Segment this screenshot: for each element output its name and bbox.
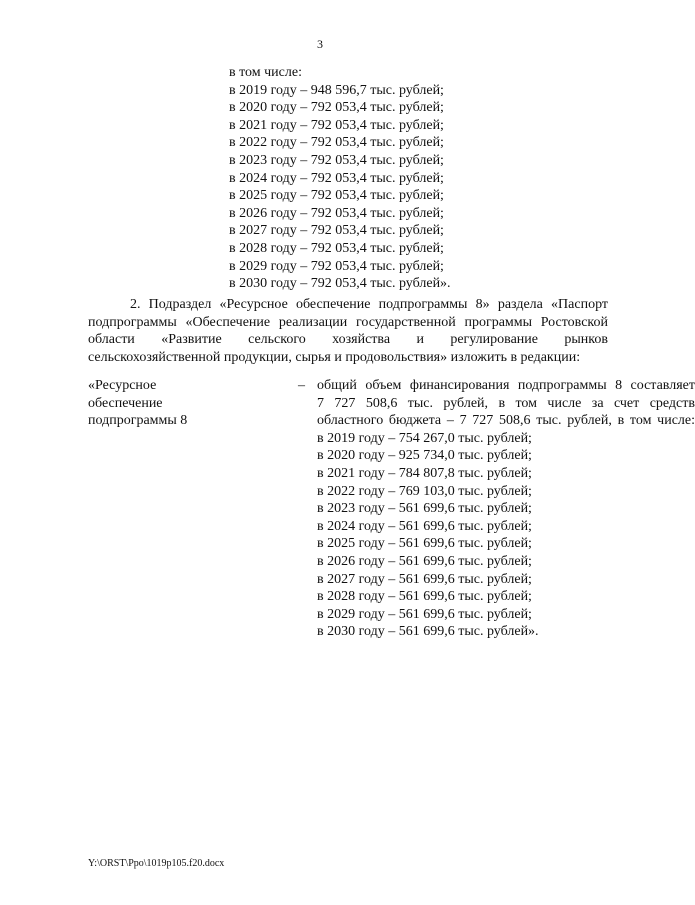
resource-label-line: «Ресурсное (88, 378, 157, 393)
resource-label (88, 377, 208, 430)
paragraph-line: подпрограммы «Обеспечение реализации государственной программы Ростовской (88, 314, 608, 330)
list-item: в 2024 году – 792 053,4 тыс. рублей; (229, 170, 444, 186)
resource-label-line: обеспечение (88, 395, 163, 411)
file-path-footer: Y:\ORST\Ppo\1019p105.f20.docx (88, 858, 225, 869)
list-item: в 2027 году – 561 699,6 тыс. рублей; (317, 571, 532, 587)
list-item: в 2021 году – 784 807,8 тыс. рублей; (317, 465, 532, 481)
list-item: в 2026 году – 792 053,4 тыс. рублей; (229, 205, 444, 221)
page-number: 3 (317, 37, 323, 51)
list-item: в 2029 году – 792 053,4 тыс. рублей; (229, 258, 444, 274)
paragraph-line: сельскохозяйственной продукции, сырья и продовольствия» изложить в редакции: (88, 349, 581, 365)
resource-body-line: общий объем финансирования подпрограммы 8 составляет (317, 378, 695, 393)
paragraph-line: области «Развитие сельского хозяйства и регулирование рынков (88, 332, 608, 348)
paragraph-2 (88, 296, 608, 366)
resource-body-line: областного бюджета – 7 727 508,6 тыс. рублей, в том числе: (317, 413, 695, 429)
list-item: в 2024 году – 561 699,6 тыс. рублей; (317, 518, 532, 534)
resource-body-line: 7 727 508,6 тыс. рублей, в том числе за счет средств (317, 395, 695, 411)
list-item: в том числе: (229, 65, 302, 80)
list-item: в 2025 году – 792 053,4 тыс. рублей; (229, 188, 444, 204)
resource-body (317, 377, 695, 641)
list-item: в 2030 году – 561 699,6 тыс. рублей». (317, 624, 539, 640)
list-item: в 2020 году – 925 734,0 тыс. рублей; (317, 448, 532, 464)
list-item: в 2027 году – 792 053,4 тыс. рублей; (229, 223, 444, 239)
list-item: в 2019 году – 948 596,7 тыс. рублей; (229, 82, 444, 98)
list-item: в 2021 году – 792 053,4 тыс. рублей; (229, 117, 444, 133)
list-item: в 2023 году – 792 053,4 тыс. рублей; (229, 152, 444, 168)
list-item: в 2022 году – 792 053,4 тыс. рублей; (229, 135, 444, 151)
list-item: в 2028 году – 561 699,6 тыс. рублей; (317, 589, 532, 605)
list-item: в 2030 году – 792 053,4 тыс. рублей». (229, 276, 451, 292)
list-item: в 2028 году – 792 053,4 тыс. рублей; (229, 240, 444, 256)
funding-by-year-list (229, 64, 451, 293)
list-item: в 2026 году – 561 699,6 тыс. рублей; (317, 553, 532, 569)
list-item: в 2020 году – 792 053,4 тыс. рублей; (229, 100, 444, 116)
list-item: в 2023 году – 561 699,6 тыс. рублей; (317, 501, 532, 517)
list-item: в 2019 году – 754 267,0 тыс. рублей; (317, 430, 532, 446)
paragraph-line: 2. Подраздел «Ресурсное обеспечение подпрограммы 8» раздела «Паспорт (130, 297, 608, 312)
list-item: в 2029 году – 561 699,6 тыс. рублей; (317, 606, 532, 622)
resource-label-line: подпрограммы 8 (88, 413, 188, 429)
list-item: в 2022 году – 769 103,0 тыс. рублей; (317, 483, 532, 499)
resource-dash: – (298, 378, 305, 393)
list-item: в 2025 году – 561 699,6 тыс. рублей; (317, 536, 532, 552)
